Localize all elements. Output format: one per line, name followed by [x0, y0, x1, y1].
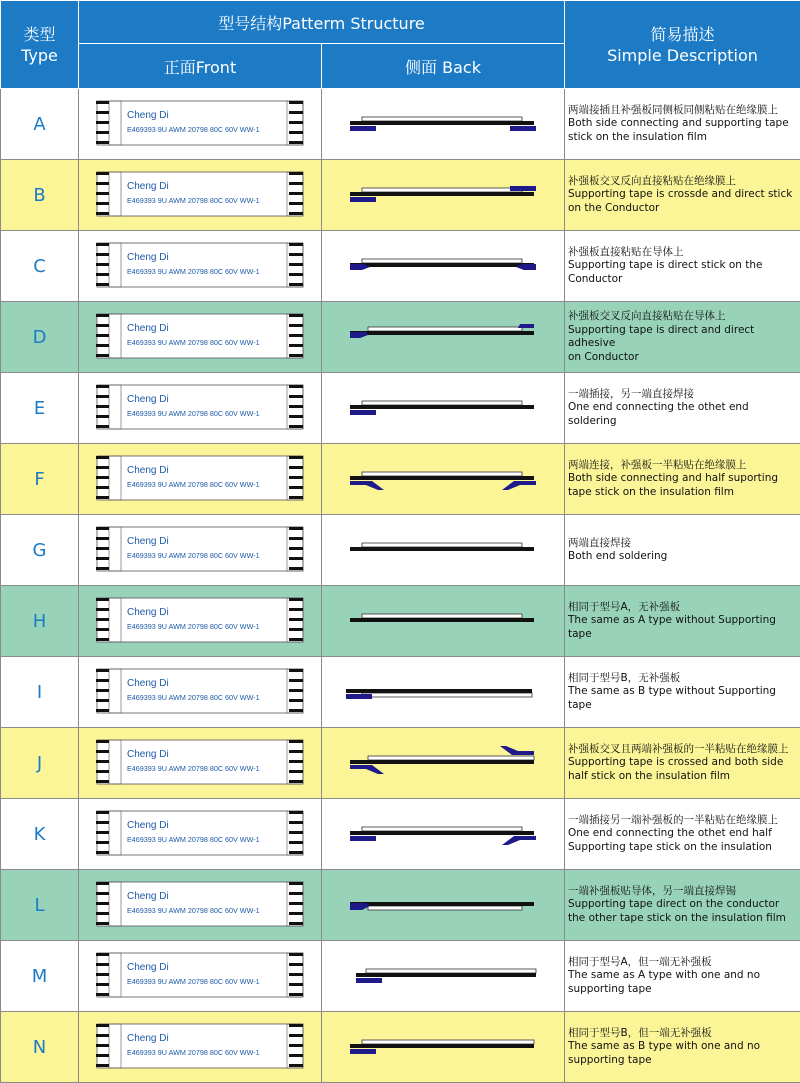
- description-en2: half stick on the insulation film: [568, 770, 800, 784]
- type-cell: B: [1, 160, 79, 231]
- back-view-drawing: [322, 89, 564, 155]
- description-en1: Both side connecting and supporting tape: [568, 117, 800, 131]
- front-cell: [79, 799, 322, 870]
- type-cell: F: [1, 444, 79, 515]
- front-brand-label: Cheng Di: [127, 252, 169, 263]
- description-cell: [565, 941, 800, 1012]
- description-cell: [565, 373, 800, 444]
- description-en2: tape: [568, 699, 800, 713]
- front-brand-label: Cheng Di: [127, 962, 169, 973]
- back-cell: [322, 373, 565, 444]
- front-cell: [79, 657, 322, 728]
- back-view-drawing: [322, 1012, 564, 1078]
- front-view-drawing: [79, 515, 321, 581]
- table-row: [1, 586, 800, 657]
- front-brand-label: Cheng Di: [127, 749, 169, 760]
- table-row: [1, 515, 800, 586]
- front-cell: [79, 302, 322, 373]
- front-marking-label: E469393 9U AWM 20798 80C 60V WW-1: [127, 835, 260, 844]
- header-description: [565, 1, 800, 89]
- front-cell: [79, 515, 322, 586]
- description-cn: 补强板交叉反向直接粘贴在绝缘膜上: [568, 175, 800, 189]
- back-cell: [322, 799, 565, 870]
- table-row: [1, 870, 800, 941]
- description-en1: The same as B type with one and no: [568, 1040, 800, 1054]
- description-cn: 一端补强板贴导体，另一端直接焊锡: [568, 885, 800, 899]
- description-cell: [565, 160, 800, 231]
- front-view-drawing: [79, 373, 321, 439]
- description-en1: Supporting tape direct on the conductor: [568, 898, 800, 912]
- description-cell: [565, 231, 800, 302]
- back-cell: [322, 160, 565, 231]
- description-cn: 两端接插且补强板同侧板同侧粘贴在绝缘膜上: [568, 104, 800, 118]
- front-view-drawing: [79, 728, 321, 794]
- back-cell: [322, 870, 565, 941]
- back-view-drawing: [322, 444, 564, 510]
- description-cell: [565, 515, 800, 586]
- back-cell: [322, 941, 565, 1012]
- description-cn: 相同于型号B，无补强板: [568, 672, 800, 686]
- front-marking-label: E469393 9U AWM 20798 80C 60V WW-1: [127, 1048, 260, 1057]
- description-en1: One end connecting the othet end soldering: [568, 401, 800, 428]
- front-brand-label: Cheng Di: [127, 678, 169, 689]
- description-cell: [565, 799, 800, 870]
- back-cell: [322, 586, 565, 657]
- front-marking-label: E469393 9U AWM 20798 80C 60V WW-1: [127, 551, 260, 560]
- header-desc-cn: 简易描述: [565, 24, 800, 45]
- description-cn: 相同于型号A，但一端无补强板: [568, 956, 800, 970]
- front-brand-label: Cheng Di: [127, 1033, 169, 1044]
- front-marking-label: E469393 9U AWM 20798 80C 60V WW-1: [127, 977, 260, 986]
- description-en2: supporting tape: [568, 983, 800, 997]
- front-marking-label: E469393 9U AWM 20798 80C 60V WW-1: [127, 409, 260, 418]
- description-cn: 补强板直接粘贴在导体上: [568, 246, 800, 260]
- type-cell: H: [1, 586, 79, 657]
- description-cell: [565, 89, 800, 160]
- front-brand-label: Cheng Di: [127, 536, 169, 547]
- description-cn: 两端直接焊接: [568, 537, 800, 551]
- description-en1: The same as B type without Supporting: [568, 685, 800, 699]
- front-view-drawing: [79, 160, 321, 226]
- table-row: [1, 799, 800, 870]
- front-marking-label: E469393 9U AWM 20798 80C 60V WW-1: [127, 125, 260, 134]
- description-cn: 一端插接，另一端直接焊接: [568, 388, 800, 402]
- front-cell: [79, 231, 322, 302]
- header-type-cn: 类型: [1, 24, 78, 45]
- description-cn: 相同于型号A，无补强板: [568, 601, 800, 615]
- front-cell: [79, 373, 322, 444]
- front-marking-label: E469393 9U AWM 20798 80C 60V WW-1: [127, 622, 260, 631]
- front-brand-label: Cheng Di: [127, 394, 169, 405]
- back-cell: [322, 89, 565, 160]
- back-cell: [322, 728, 565, 799]
- front-view-drawing: [79, 870, 321, 936]
- back-view-drawing: [322, 941, 564, 1007]
- back-view-drawing: [322, 799, 564, 865]
- back-cell: [322, 231, 565, 302]
- table-row: [1, 1012, 800, 1083]
- front-view-drawing: [79, 302, 321, 368]
- type-cell: N: [1, 1012, 79, 1083]
- description-en2: tape: [568, 628, 800, 642]
- type-cell: K: [1, 799, 79, 870]
- back-view-drawing: [322, 231, 564, 297]
- header-front: 正面Front: [79, 44, 322, 89]
- description-cn: 补强板交叉反向直接粘贴在导体上: [568, 310, 800, 324]
- description-en1: Supporting tape is crossde and direct stick: [568, 188, 800, 202]
- type-cell: L: [1, 870, 79, 941]
- description-en2: Conductor: [568, 273, 800, 287]
- back-cell: [322, 515, 565, 586]
- back-view-drawing: [322, 515, 564, 581]
- front-marking-label: E469393 9U AWM 20798 80C 60V WW-1: [127, 906, 260, 915]
- description-en1: Both side connecting and half suporting: [568, 472, 800, 486]
- front-marking-label: E469393 9U AWM 20798 80C 60V WW-1: [127, 480, 260, 489]
- table-row: [1, 444, 800, 515]
- front-marking-label: E469393 9U AWM 20798 80C 60V WW-1: [127, 693, 260, 702]
- front-cell: [79, 586, 322, 657]
- front-cell: [79, 89, 322, 160]
- table-row: [1, 373, 800, 444]
- type-cell: C: [1, 231, 79, 302]
- front-view-drawing: [79, 657, 321, 723]
- table-row: [1, 160, 800, 231]
- description-en1: One end connecting the othet end half: [568, 827, 800, 841]
- front-cell: [79, 444, 322, 515]
- description-en1: Supporting tape is direct and direct adhesive: [568, 324, 800, 351]
- front-brand-label: Cheng Di: [127, 465, 169, 476]
- table-body: [1, 89, 800, 1083]
- front-marking-label: E469393 9U AWM 20798 80C 60V WW-1: [127, 764, 260, 773]
- back-cell: [322, 302, 565, 373]
- back-view-drawing: [322, 586, 564, 652]
- description-en1: Both end soldering: [568, 550, 800, 564]
- back-view-drawing: [322, 870, 564, 936]
- header-type-en: Type: [1, 45, 78, 66]
- back-cell: [322, 1012, 565, 1083]
- description-en1: The same as A type with one and no: [568, 969, 800, 983]
- back-cell: [322, 657, 565, 728]
- type-cell: J: [1, 728, 79, 799]
- header-back: 侧面 Back: [322, 44, 565, 89]
- description-en2: tape stick on the insulation film: [568, 486, 800, 500]
- back-view-drawing: [322, 302, 564, 368]
- type-cell: D: [1, 302, 79, 373]
- front-brand-label: Cheng Di: [127, 181, 169, 192]
- description-cn: 相同于型号B，但一端无补强板: [568, 1027, 800, 1041]
- front-view-drawing: [79, 444, 321, 510]
- front-view-drawing: [79, 941, 321, 1007]
- type-cell: G: [1, 515, 79, 586]
- table-row: [1, 89, 800, 160]
- header-structure: 型号结构Patterm Structure: [79, 1, 565, 44]
- front-marking-label: E469393 9U AWM 20798 80C 60V WW-1: [127, 196, 260, 205]
- type-cell: M: [1, 941, 79, 1012]
- front-cell: [79, 160, 322, 231]
- front-brand-label: Cheng Di: [127, 891, 169, 902]
- front-cell: [79, 1012, 322, 1083]
- description-cell: [565, 1012, 800, 1083]
- back-view-drawing: [322, 728, 564, 794]
- table-row: [1, 728, 800, 799]
- description-en2: on the Conductor: [568, 202, 800, 216]
- description-cell: [565, 586, 800, 657]
- back-view-drawing: [322, 657, 564, 723]
- description-cn: 补强板交叉且两端补强板的一半粘贴在绝缘膜上: [568, 743, 800, 757]
- front-brand-label: Cheng Di: [127, 820, 169, 831]
- description-en1: The same as A type without Supporting: [568, 614, 800, 628]
- front-marking-label: E469393 9U AWM 20798 80C 60V WW-1: [127, 267, 260, 276]
- back-view-drawing: [322, 373, 564, 439]
- description-cell: [565, 657, 800, 728]
- type-cell: I: [1, 657, 79, 728]
- description-en2: the other tape stick on the insulation film: [568, 912, 800, 926]
- description-cn: 一端插接另一端补强板的一半粘贴在绝缘膜上: [568, 814, 800, 828]
- front-cell: [79, 941, 322, 1012]
- back-view-drawing: [322, 160, 564, 226]
- description-en2: supporting tape: [568, 1054, 800, 1068]
- description-cell: [565, 302, 800, 373]
- description-en2: on Conductor: [568, 351, 800, 365]
- back-cell: [322, 444, 565, 515]
- front-view-drawing: [79, 231, 321, 297]
- type-cell: E: [1, 373, 79, 444]
- header-type: [1, 1, 79, 89]
- type-cell: A: [1, 89, 79, 160]
- description-cell: [565, 444, 800, 515]
- front-marking-label: E469393 9U AWM 20798 80C 60V WW-1: [127, 338, 260, 347]
- table-row: [1, 231, 800, 302]
- table-row: [1, 657, 800, 728]
- table-row: [1, 302, 800, 373]
- description-en2: Supporting tape stick on the insulation: [568, 841, 800, 855]
- description-cell: [565, 728, 800, 799]
- description-cn: 两端连接，补强板一半粘贴在绝缘膜上: [568, 459, 800, 473]
- table-row: [1, 941, 800, 1012]
- front-brand-label: Cheng Di: [127, 323, 169, 334]
- front-brand-label: Cheng Di: [127, 607, 169, 618]
- description-en2: stick on the insulation film: [568, 131, 800, 145]
- front-view-drawing: [79, 799, 321, 865]
- header-desc-en: Simple Description: [565, 45, 800, 66]
- front-cell: [79, 870, 322, 941]
- description-en1: Supporting tape is crossed and both side: [568, 756, 800, 770]
- description-cell: [565, 870, 800, 941]
- front-brand-label: Cheng Di: [127, 110, 169, 121]
- front-view-drawing: [79, 1012, 321, 1078]
- front-view-drawing: [79, 586, 321, 652]
- front-view-drawing: [79, 89, 321, 155]
- front-cell: [79, 728, 322, 799]
- description-en1: Supporting tape is direct stick on the: [568, 259, 800, 273]
